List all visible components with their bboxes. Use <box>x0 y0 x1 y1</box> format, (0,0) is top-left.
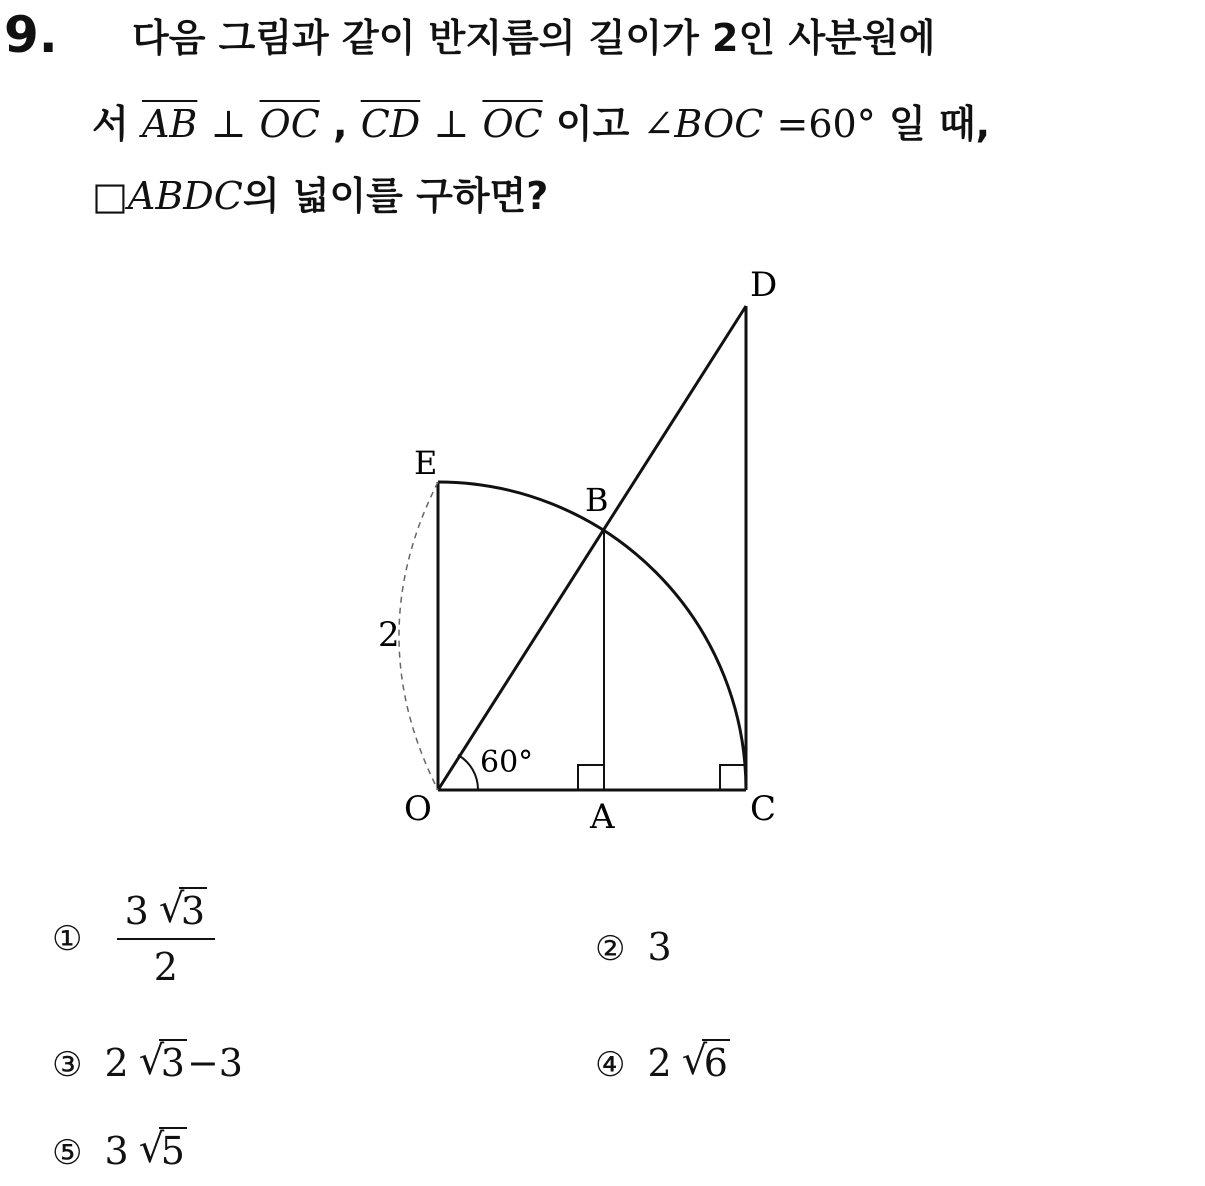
choice-3[interactable] <box>52 1040 243 1088</box>
choice-number: ① <box>52 919 83 959</box>
label-angle: 60° <box>480 745 534 780</box>
choice-sqrt: √ 3 <box>141 1040 187 1086</box>
line2-mid: 이고 <box>555 102 643 146</box>
label-radius: 2 <box>378 615 400 655</box>
radius-brace <box>399 482 438 790</box>
label-b: B <box>585 481 609 519</box>
frac-sqrt: √ 3 <box>161 888 207 934</box>
square-symbol: □ <box>92 174 128 218</box>
frac-denominator: 2 <box>153 945 178 989</box>
segment-oc: $\overline{OC}$ <box>259 102 320 146</box>
choice-tail: −3 <box>186 1041 243 1085</box>
quarter-arc <box>438 482 746 790</box>
line3-text: 의 넓이를 구하면? <box>242 174 549 218</box>
label-o: O <box>404 789 432 829</box>
choice-number: ③ <box>52 1045 83 1085</box>
segment-oc: $\overline{OC}$ <box>482 102 543 146</box>
quadrilateral-abdc: ABDC <box>127 174 243 218</box>
frac-coef: 3 <box>124 889 149 933</box>
angle-boc: ∠BOC <box>642 102 764 146</box>
choice-coef: 2 <box>104 1041 129 1085</box>
perp-symbol: ⊥ <box>433 102 470 146</box>
choice-fraction <box>117 888 215 990</box>
choice-number: ⑤ <box>52 1133 83 1173</box>
question-number: 9. <box>4 6 58 64</box>
choice-number: ② <box>595 929 626 969</box>
choice-1[interactable] <box>52 888 215 990</box>
segment-od <box>438 306 746 790</box>
segment-ab: $\overline{AB}$ <box>141 102 198 146</box>
label-c: C <box>750 789 777 829</box>
perp-symbol: ⊥ <box>210 102 247 146</box>
choice-coef: 2 <box>647 1041 672 1085</box>
line2-suffix: 일 때, <box>888 102 991 146</box>
line2-prefix: 서 <box>92 102 142 146</box>
label-a: A <box>590 797 615 837</box>
label-e: E <box>414 444 438 482</box>
choice-2[interactable] <box>595 924 672 972</box>
angle-value: =60° <box>776 102 876 146</box>
right-angle-c <box>720 765 746 790</box>
choice-value: 3 <box>647 925 672 969</box>
choice-4[interactable] <box>595 1040 730 1088</box>
choice-coef: 3 <box>104 1129 129 1173</box>
comma: , <box>333 102 361 146</box>
right-angle-a <box>578 765 604 790</box>
label-d: D <box>750 265 778 305</box>
choice-5[interactable] <box>52 1128 187 1176</box>
segment-cd: $\overline{CD}$ <box>360 102 421 146</box>
choice-number: ④ <box>595 1045 626 1085</box>
angle-arc <box>458 755 478 790</box>
choice-sqrt: √ 6 <box>684 1040 730 1086</box>
question-line-1: 다음 그림과 같이 반지름의 길이가 2인 사분원에 <box>132 16 936 60</box>
choice-sqrt: √ 5 <box>141 1128 187 1174</box>
